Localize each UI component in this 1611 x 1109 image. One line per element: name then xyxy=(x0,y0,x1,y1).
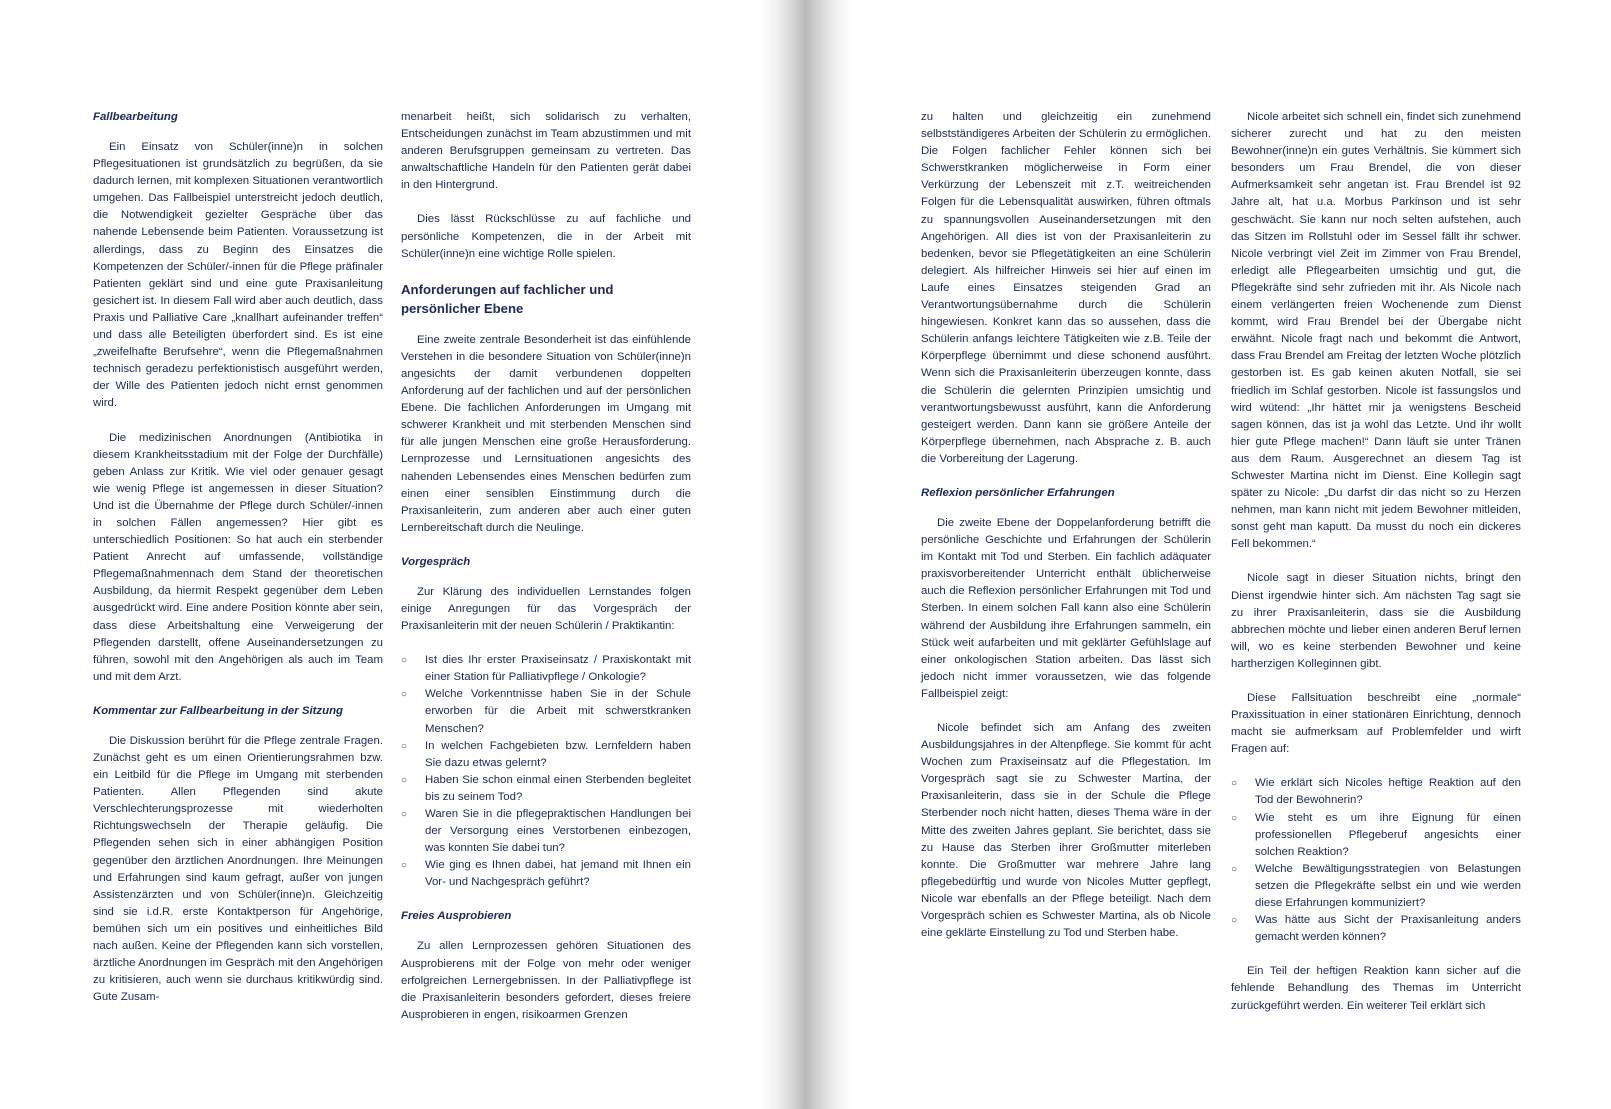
right-page-column-2 xyxy=(1231,109,1521,1032)
paragraph: Nicole befindet sich am Anfang des zweiten Ausbildungsjahres in der Altenpflege. Sie kommt für acht Wochen zum Praxiseinsatz auf die Pflegestation. Im Vorgespräch sagt sie zu Schwester Martina, der Praxisanleiterin, dass sie in der Schule die Pflege Sterbender noch nicht hatten, dieses Thema wäre in der Mitte des zweiten Jahres geplant. Sie berichtet, dass sie zu Hause das Sterben ihrer Großmutter miterleben konnte. Die Großmutter war mehrere Jahre lang pflegebedürftig und wurde von Nicoles Mutter gepflegt, Nicole war ebenfalls an der Pflege beteiligt. Nach dem Vorgespräch schien es Schwester Martina, als ob Nicole eine geklärte Einstellung zu Tod und Sterben habe. xyxy=(921,722,1211,940)
paragraph: Diese Fallsituation beschreibt eine „normale“ Praxissituation in einer stationären Einrichtung, dennoch macht sie aufmerksam auf Problemfelder und wirft Fragen auf: xyxy=(1231,692,1521,756)
heading-fallbearbeitung: Fallbearbeitung xyxy=(93,111,178,123)
list-item: ○ Welche Bewältigungsstrategien von Belastungen setzen die Pflegekräfte selbst ein und wie werden diese Erfahrungen kommuniziert? xyxy=(1231,861,1521,912)
book-gutter-shadow xyxy=(760,0,851,1109)
heading-freies-ausprobieren: Freies Ausprobieren xyxy=(401,910,512,923)
heading-vorgespraech: Vorgespräch xyxy=(401,555,471,568)
list-item: ○ Waren Sie in die pflegepraktischen Handlungen bei der Versorgung eines Verstorbenen einbezogen, was konnten Sie dabei tun? xyxy=(401,806,691,857)
paragraph-continued: menarbeit heißt, sich solidarisch zu verhalten, Entscheidungen zunächst im Team abzustimmen und mit anderen Berufsgruppen gemeinsam zu vertreten. Das anwaltschaftliche Handeln für den Patienten gerät dabei in den Hintergrund. xyxy=(401,111,691,192)
paragraph: Nicole sagt in dieser Situation nichts, bringt den Dienst irgendwie hinter sich. Am nächsten Tag sagt sie zu ihrer Praxisanleiterin, dass sie die Ausbildung abbrechen möchte und lieber einen anderen Beruf lernen will, wo es keine sterbenden Bewohner und keine hartherzigen Kolleginnen gibt. xyxy=(1231,572,1521,670)
paragraph: Die medizinischen Anordnungen (Antibiotika in diesem Krankheitsstadium mit der Folge der Durchfälle) geben Anlass zur Kritik. Wie viel oder genauer gesagt wie wenig Pflege ist angemessen in dieser Situation? Und ist die Übernahme der Pflege durch Schüler/-innen in solchen Fällen angemessen? Hier gibt es unterschiedlich Positionen: So hat auch ein sterbender Patient Anrecht auf umfassende, vollständige Pflegemaßnahmennach dem Stand der theoretischen Ausbildung, da hiermit Respekt gegenüber dem Leben ausgedrückt wird. Eine andere Position könnte aber sein, dass diese Arbeitshaltung eine Verweigerung der Pflegenden darstellt, offene Auseinandersetzungen zu führen, sowohl mit den Angehörigen als auch im Team und mit dem Arzt. xyxy=(93,431,383,683)
list-item: ○ Welche Vorkenntnisse haben Sie in der Schule erworben für die Arbeit mit schwerstkranken Menschen? xyxy=(401,686,691,737)
list-item: ○ Haben Sie schon einmal einen Sterbenden begleitet bis zu seinem Tod? xyxy=(401,772,691,806)
left-page-column-2 xyxy=(401,109,691,1041)
list-item: ○ Was hätte aus Sicht der Praxisanleitung anders gemacht werden können? xyxy=(1231,912,1521,946)
list-item: ○ Wie steht es um ihre Eignung für einen professionellen Pflegeberuf angesichts einer solchen Reaktion? xyxy=(1231,810,1521,861)
heading-anforderungen: Anforderungen auf fachlicher und persönlicher Ebene xyxy=(401,281,614,316)
paragraph: Die zweite Ebene der Doppelanforderung betrifft die persönliche Geschichte und Erfahrungen der Schülerin im Kontakt mit Tod und Sterben. Ein fachlich adäquater praxisvorbereitender Unterricht enthält üblicherweise auch die Reflexion persönlicher Erfahrungen mit Tod und Sterben. In einem solchen Fall kann also eine Schülerin während der Ausbildung ihre Erfahrungen sammeln, ein Stück weit aufarbeiten und mit geklärter Gefühlslage auf einer onkologischen Station arbeiten. Das lässt sich jedoch nicht immer voraussetzen, wie das folgende Fallbeispiel zeigt: xyxy=(921,516,1211,700)
list-item: ○ Wie ging es Ihnen dabei, hat jemand mit Ihnen ein Vor- und Nachgespräch geführt? xyxy=(401,857,691,891)
paragraph: Die Diskussion berührt für die Pflege zentrale Fragen. Zunächst geht es um einen Orientierungsrahmen bzw. ein Leitbild für die Pflege im Umgang mit sterbenden Patienten. Allen Pflegenden sind akute Verschlechterungsprozesse mit wiederholten Richtungswechseln der Therapie geläufig. Die Pflegenden sehen sich in einer abhängigen Position gegenüber den ärztlichen Anordnungen. Ihre Meinungen und Erfahrungen sind kaum gefragt, außer von jungen Assistenzärzten und von Schüler(inne)n. Gleichzeitig sind sie i.d.R. erste Kontaktperson für Angehörige, bemühen sich um ein positives und einheitliches Bild nach außen. Keine der Pflegenden kann sich vorstellen, ärztliche Anordnungen im Gespräch mit den Angehörigen zu kritisieren, auch wenn sie durchaus kritikwürdig sind. Gute Zusam- xyxy=(93,734,383,1004)
right-page-column-1 xyxy=(921,109,1211,959)
paragraph: Nicole arbeitet sich schnell ein, findet sich zunehmend sicherer zurecht und hat zu den meisten Bewohner(inne)n ein gutes Verhältnis. Sie kümmert sich besonders um Frau Brendel, die von dieser Aufmerksamkeit sehr angetan ist. Frau Brendel ist 92 Jahre alt, hat u.a. Morbus Parkinson und ist sehr geschwächt. Sie kann nur noch selten aufstehen, auch das Sitzen im Rollstuhl oder im Sessel fällt ihr schwer. Nicole verbringt viel Zeit im Zimmer von Frau Brendel, erledigt alle Pflegearbeiten umsichtig und gut, die Pflegekräfte sind sehr zufrieden mit ihr. Als Nicole nach einem verlängerten freien Wochenende zum Dienst kommt, wird Frau Brendel bei der Übergabe nicht erwähnt. Nicole fragt nach und bekommt die Antwort, dass Frau Brendel am Freitag der letzten Woche plötzlich gestorben ist. Es gab keinen akuten Notfall, sie sei friedlich im Schlaf gestorben. Nicole ist fassungslos und wird wütend: „Ihr hättet mir ja wenigstens Bescheid sagen können, das ist ja wohl das Letzte. Und ihr wollt hier gute Pflege machen!“ Dann läuft sie unter Tränen aus dem Raum. Ausgerechnet an diesem Tag ist Schwester Martina nicht im Dienst. Eine Kollegin sagt später zu Nicole: „Du darfst dir das nicht so zu Herzen nehmen, man kann nicht mit jedem Bewohner mitleiden, sonst geht man kaputt. Da musst du noch ein dickeres Fell bekommen.“ xyxy=(1231,111,1521,551)
left-page-column-1 xyxy=(93,109,383,1023)
list-item: ○ Ist dies Ihr erster Praxiseinsatz / Praxiskontakt mit einer Station für Palliativpflege / Onkologie? xyxy=(401,652,691,686)
paragraph-continued: zu halten und gleichzeitig ein zunehmend selbstständigeres Arbeiten der Schülerin zu ermöglichen. Die Folgen fachlicher Fehler können sich bei Schwerstkranken möglicherweise in Form einer Verkürzung der Lebenszeit mit z.T. weitreichenden Folgen für die Lebensqualität auswirken, führen oftmals zu spannungsvollen Auseinandersetzungen mit den Angehörigen. All dies ist von der Praxisanleiterin zu bedenken, bevor sie Pflegetätigkeiten an eine Schülerin delegiert. Als hilfreicher Hinweis sei hier auf einen im Laufe eines Einsatzes steigenden Grad an Verantwortungsübernahme durch die Schülerin hingewiesen. Konkret kann das so aussehen, dass die Schülerin anfangs leichtere Tätigkeiten wie z.B. Teile der Körperpflege übernimmt und diese schonend ausführt. Wenn sich die Praxisanleiterin überzeugen konnte, dass die Schülerin die gelernten Prinzipien umsichtig und verantwortungsbewusst ausführt, kann die Anforderung gesteigert werden. Dann kann sie größere Anteile der Körperpflege übernehmen, nach Absprache z. B. auch die Vorbereitung der Lagerung. xyxy=(921,111,1211,465)
paragraph: Dies lässt Rückschlüsse zu auf fachliche und persönliche Kompetenzen, die in der Arbeit mit Schüler(inne)n eine wichtige Rolle spielen. xyxy=(401,213,691,260)
question-list xyxy=(401,652,691,891)
paragraph: Eine zweite zentrale Besonderheit ist das einfühlende Verstehen in die besondere Situation von Schüler(inne)n angesichts der damit verbundenen doppelten Anforderung auf der fachlichen und auf der persönlichen Ebene. Die fachlichen Anforderungen im Umgang mit schwerer Krankheit und mit sterbenden Menschen sind für alle jungen Menschen eine große Herausforderung. Lernprozesse und Lernsituationen angesichts des nahenden Lebensendes eines Menschen bedürfen zum einen einer sensiblen Einstimmung durch die Praxisanleiterin, zum anderen aber auch einer guten Lernbereitschaft durch die Neulinge. xyxy=(401,333,691,534)
right-page xyxy=(851,0,1611,1109)
list-item: ○ In welchen Fachgebieten bzw. Lernfeldern haben Sie dazu etwas gelernt? xyxy=(401,738,691,772)
left-page xyxy=(0,0,760,1109)
heading-kommentar: Kommentar zur Fallbearbeitung in der Sitzung xyxy=(93,704,343,717)
heading-reflexion: Reflexion persönlicher Erfahrungen xyxy=(921,486,1115,499)
paragraph: Zur Klärung des individuellen Lernstandes folgen einige Anregungen für das Vorgespräch der Praxisanleiterin mit der neuen Schülerin / Praktikantin: xyxy=(401,585,691,633)
paragraph: Zu allen Lernprozessen gehören Situationen des Ausprobierens mit der Folge von mehr oder weniger erfolgreichen Lernergebnissen. In der Palliativpflege ist die Praxisanleiterin besonders gefordert, dieses freiere Ausprobieren in engen, risikoarmen Grenzen xyxy=(401,940,691,1021)
paragraph: Ein Teil der heftigen Reaktion kann sicher auf die fehlende Behandlung des Themas im Unterricht zurückgeführt werden. Ein weiterer Teil erklärt sich xyxy=(1231,965,1521,1012)
question-list xyxy=(1231,775,1521,946)
paragraph: Ein Einsatz von Schüler(inne)n in solchen Pflegesituationen ist grundsätzlich zu begrüßen, da sie dadurch lernen, mit komplexen Situationen verantwortlich umgehen. Das Fallbeispiel unterstreicht jedoch deutlich, die Notwendigkeit gezielter Gespräche über das nahende Lebensende beim Patienten. Voraussetzung ist allerdings, dass zu Beginn des Einsatzes die Kompetenzen der Schüler/-innen für die Pflege präfinaler Patienten geklärt sind und eine gute Praxisanleitung gesichert ist. In diesem Fall wird aber auch deutlich, dass Praxis und Palliative Care „knallhart aufeinander treffen“ und dass alle Beteiligten überfordert sind. Es ist eine „zweifelhafte Berufsehre“, wenn die Pflegemaßnahmen technisch geradezu perfektionistisch ausgeführt werden, der Wille des Patienten jedoch nicht ernst genommen wird. xyxy=(93,141,383,410)
list-item: ○ Wie erklärt sich Nicoles heftige Reaktion auf den Tod der Bewohnerin? xyxy=(1231,775,1521,809)
